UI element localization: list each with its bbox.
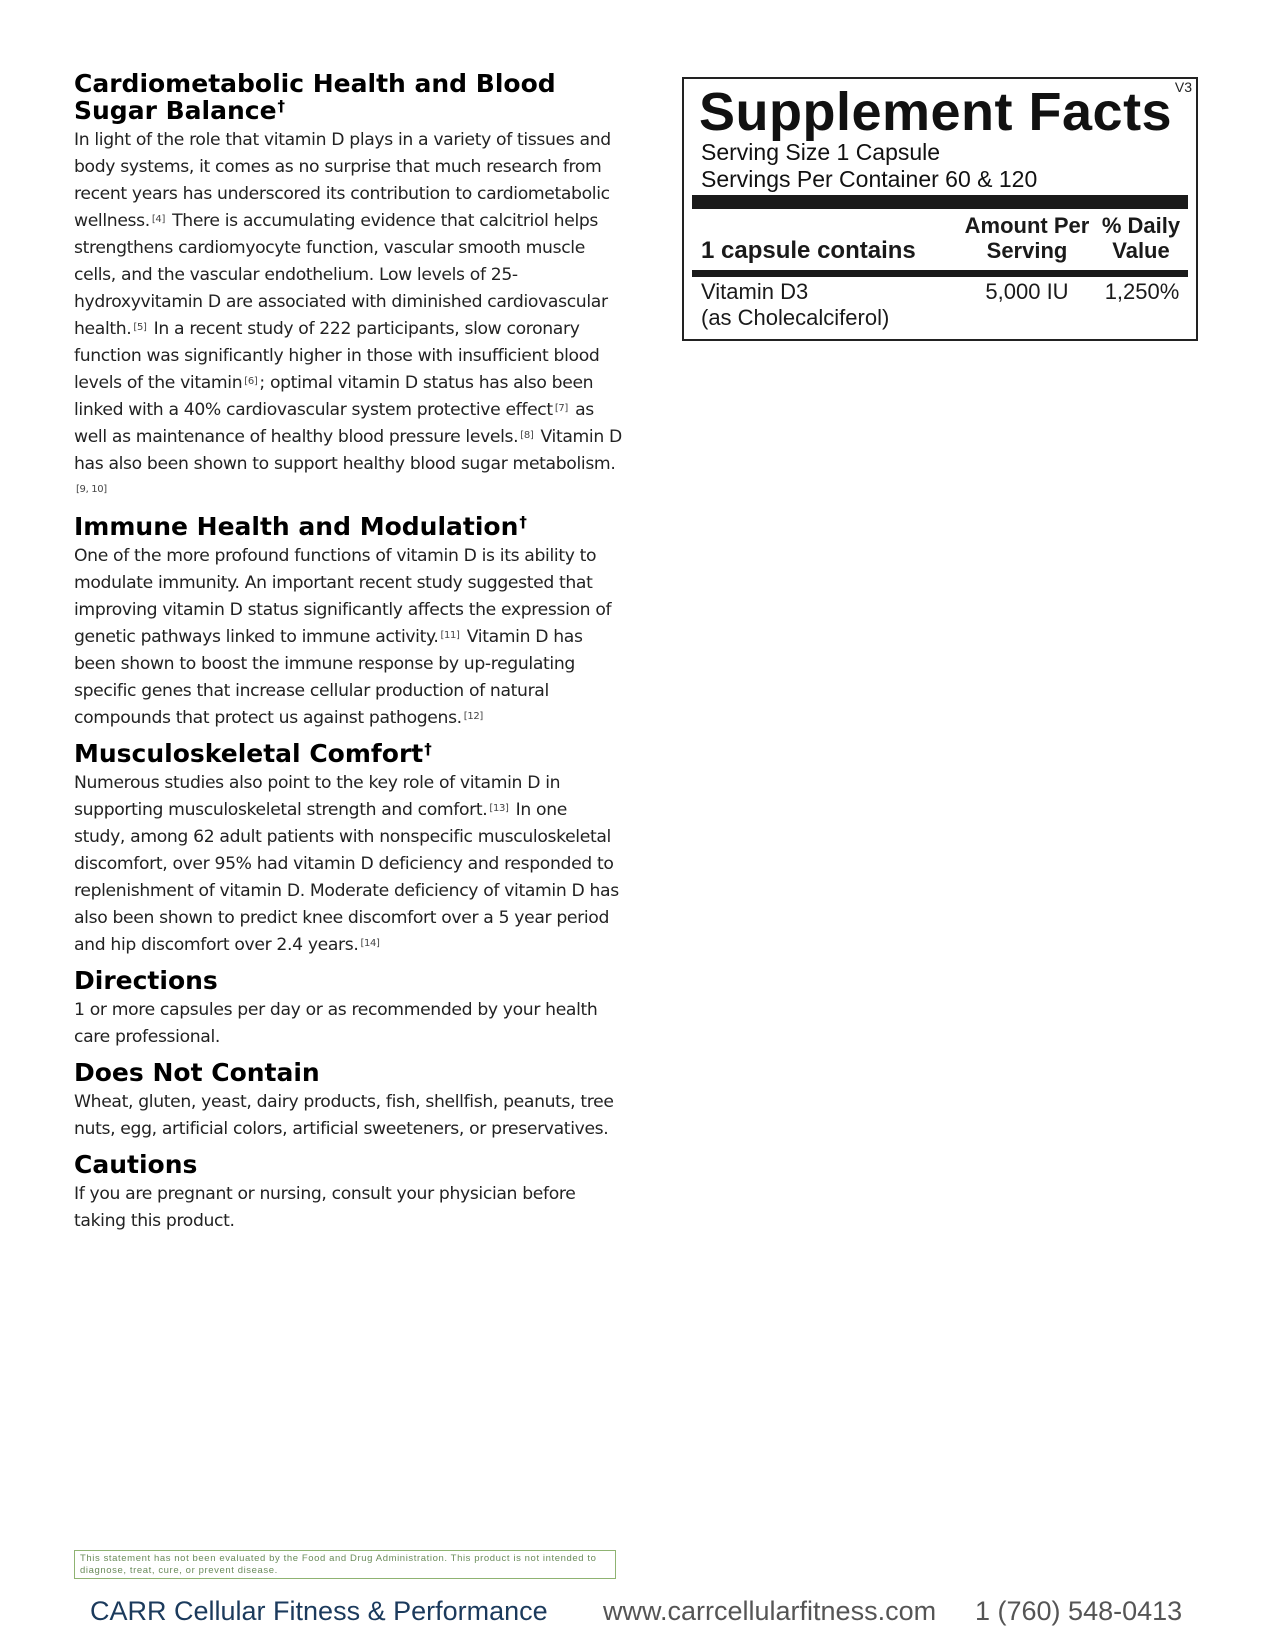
nutrient-daily-value: 1,250%: [1104, 279, 1180, 304]
version-label: V3: [1174, 79, 1192, 95]
divider-thick: [692, 195, 1188, 209]
section-directions: [74, 967, 622, 1051]
citation: [4]: [151, 214, 165, 225]
footer-company: CARR Cellular Fitness & Performance: [90, 1596, 548, 1626]
section-body: In light of the role that vitamin D plays in a variety of tissues and body systems, it comes as no surprise that much research from recent years has underscored its contribution to cardiometabolic wellness. [4] There is accumulating evidence that calcitriol helps strengthens cardiomyocyte function, vascular smooth muscle cells, and the vascular endothelium. Low levels of 25-hydroxyvitamin D are associated with diminished cardiovascular health. [5] In a recent study of 222 participants, slow coronary function was significantly higher in those with insufficient blood levels of the vitamin [6] ; optimal vitamin D status has also been linked with a 40% cardiovascular system protective effect [7] as well as maintenance of healthy blood pressure levels. [8] Vitamin D has also been shown to support healthy blood sugar metabolism.[9, 10]: [74, 130, 622, 495]
dagger-mark: †: [519, 513, 527, 531]
citation: [5]: [133, 322, 147, 333]
serving-size: Serving Size 1 Capsule: [701, 139, 941, 165]
section-does-not-contain: [74, 1059, 622, 1143]
section-body: One of the more profound functions of vitamin D is its ability to modulate immunity. An important recent study suggested that improving vitamin D status significantly affects the expression of genetic pathways linked to immune activity. [11] Vitamin D has been shown to boost the immune response by up-regulating specific genes that increase cellular production of natural compounds that protect us against pathogens. [12]: [74, 546, 612, 728]
section-body: If you are pregnant or nursing, consult your physician before taking this product.: [74, 1184, 576, 1231]
section-title: Does Not Contain: [74, 1058, 320, 1087]
section-title: Cardiometabolic Health and Blood Sugar Balance†: [74, 69, 556, 125]
citation: [14]: [360, 938, 380, 949]
header-amount-per-serving: [962, 213, 1092, 263]
header-daily-line: Value: [1112, 238, 1170, 263]
supplement-facts-panel: [682, 77, 1198, 341]
nutrient-source: (as Cholecalciferol): [701, 305, 890, 330]
citation: [11]: [440, 630, 460, 641]
section-title: Directions: [74, 966, 218, 995]
content-column: [74, 70, 622, 1243]
section-title: Musculoskeletal Comfort†: [74, 739, 432, 768]
section-immune: [74, 513, 622, 732]
nutrient-name: [701, 279, 889, 331]
header-daily-line: % Daily: [1101, 213, 1181, 238]
citation: [13]: [489, 803, 509, 814]
servings-per-container: Servings Per Container 60 & 120: [701, 166, 1038, 192]
section-body: Numerous studies also point to the key role of vitamin D in supporting musculoskeletal strength and comfort. [13] In one study, among 62 adult patients with nonspecific musculoskeletal discomfort, over 95% had vitamin D deficiency and responded to replenishment of vitamin D. Moderate deficiency of vitamin D has also been shown to predict knee discomfort over a 5 year period and hip discomfort over 2.4 years. [14]: [74, 773, 619, 955]
divider-medium: [692, 270, 1188, 277]
section-musculoskeletal: [74, 740, 622, 959]
header-daily-value: [1098, 213, 1184, 263]
citation: [12]: [463, 711, 483, 722]
section-body: 1 or more capsules per day or as recommended by your health care professional.: [74, 1000, 598, 1047]
section-body: Wheat, gluten, yeast, dairy products, fish, shellfish, peanuts, tree nuts, egg, artificial colors, artificial sweeteners, or preservatives.: [74, 1092, 614, 1139]
citation: [9, 10]: [76, 484, 107, 495]
section-title: Immune Health and Modulation†: [74, 512, 527, 541]
citation: [6]: [244, 376, 258, 387]
fda-disclaimer: This statement has not been evaluated by the Food and Drug Administration. This product is not intended to diagnose, treat, cure, or prevent disease.: [74, 1550, 616, 1579]
section-cardiometabolic: [74, 70, 622, 505]
header-contains: 1 capsule contains: [701, 237, 916, 264]
footer-phone[interactable]: 1 (760) 548-0413: [975, 1596, 1183, 1626]
section-cautions: [74, 1151, 622, 1235]
section-title: Cautions: [74, 1150, 198, 1179]
nutrient-label: Vitamin D3: [701, 279, 809, 304]
citation: [8]: [520, 430, 534, 441]
header-amount-line: Amount Per: [964, 213, 1090, 238]
footer-website-link[interactable]: www.carrcellularfitness.com: [603, 1596, 937, 1626]
facts-title: Supplement Facts: [699, 82, 1173, 142]
header-amount-line: Serving: [986, 238, 1068, 263]
dagger-mark: †: [424, 740, 432, 758]
nutrient-amount: 5,000 IU: [985, 279, 1069, 304]
citation: [7]: [554, 403, 568, 414]
dagger-mark: †: [277, 97, 286, 115]
